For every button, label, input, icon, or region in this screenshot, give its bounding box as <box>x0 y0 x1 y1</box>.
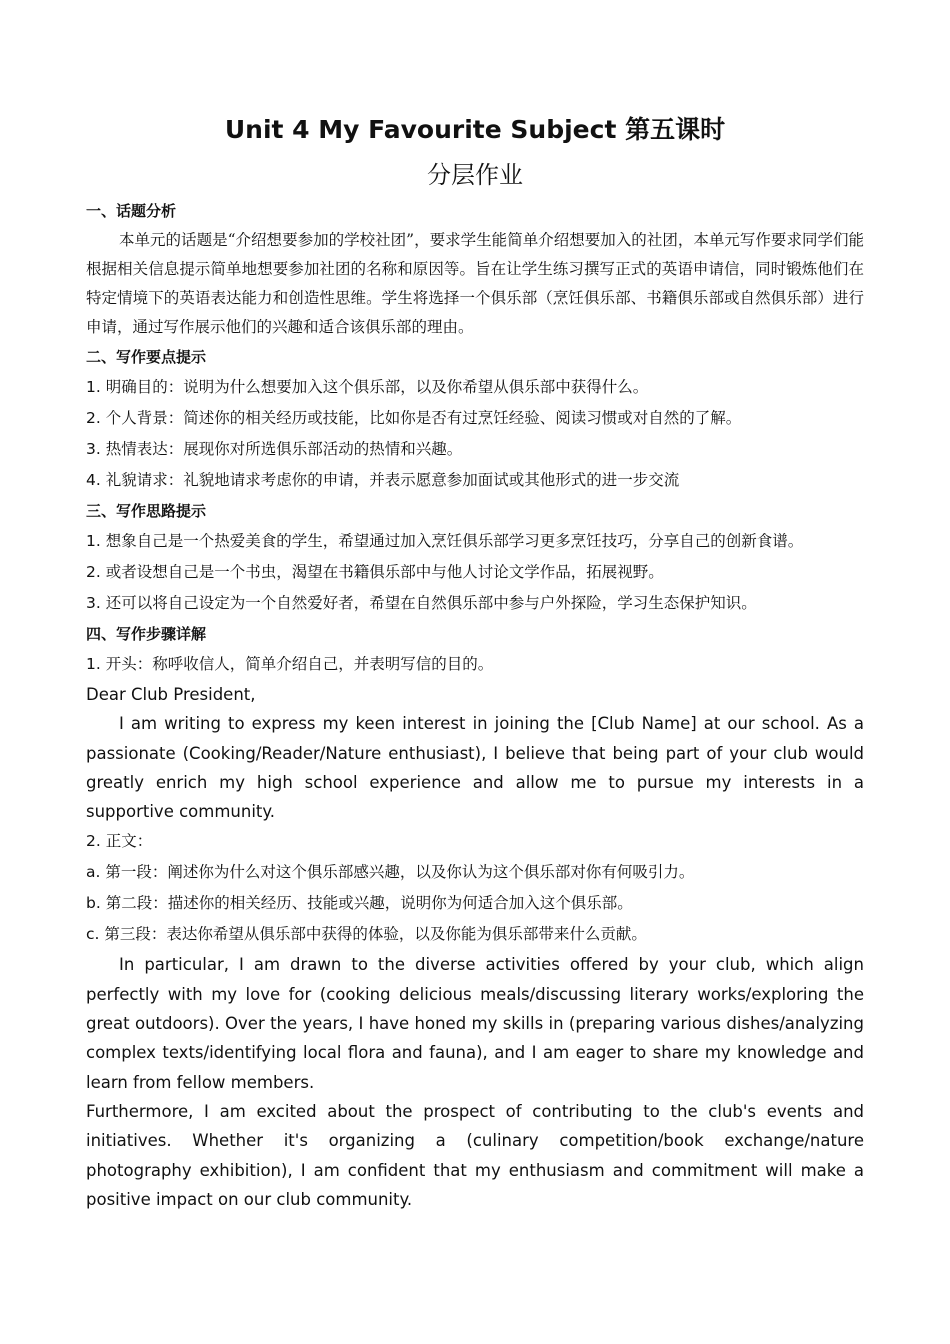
section-1-heading: 一、话题分析 <box>86 202 177 220</box>
list-item-number: a. <box>86 863 101 882</box>
list-item-text: 个人背景：简述你的相关经历或技能，比如你是否有过烹饪经验、阅读习惯或对自然的了解。 <box>105 409 742 427</box>
list-item <box>86 588 864 619</box>
list-item <box>86 857 864 888</box>
list-item-number: 2. <box>86 409 101 427</box>
document-subtitle: 分层作业 <box>427 161 523 189</box>
list-item <box>86 403 864 434</box>
list-item-text: 礼貌请求：礼貌地请求考虑你的申请，并表示愿意参加面试或其他形式的进一步交流 <box>105 471 680 489</box>
letter-opening-paragraph: I am writing to express my keen interest in joining the [Club Name] at our school. As a passionate (Cooking/Reader/Nature enthusiast), I believe that being part of your club would greatly enrich my high school experience and allow me to pursue my interests in a supportive community. <box>86 714 864 822</box>
letter-body-paragraph-1: In particular, I am drawn to the diverse activities offered by your club, which align perfectly with my love for (cooking delicious meals/discussing literary works/exploring the great outdoors). Over the years, I have honed my skills in (preparing various dishes/analyzing complex texts/identifying local flora and fauna), and I am eager to share my knowledge and learn from fellow members. <box>86 955 864 1092</box>
list-item <box>86 372 864 403</box>
list-item <box>86 465 864 496</box>
list-item-text: 热情表达：展现你对所选俱乐部活动的热情和兴趣。 <box>105 440 463 458</box>
list-item <box>86 434 864 465</box>
list-item-text: 明确目的：说明为什么想要加入这个俱乐部，以及你希望从俱乐部中获得什么。 <box>105 378 649 396</box>
list-item-text: 还可以将自己设定为一个自然爱好者，希望在自然俱乐部中参与户外探险，学习生态保护知识。 <box>105 594 757 612</box>
list-item-number: 1. <box>86 532 101 550</box>
list-item <box>86 919 864 950</box>
document-page <box>86 110 864 1214</box>
list-item-number: 3. <box>86 594 101 612</box>
letter-body-paragraph-2: Furthermore, I am excited about the prospect of contributing to the club's events and initiatives. Whether it's organizing a (culinary competition/book exchange/nature photography exhibition), I am confident that my enthusiasm and commitment will make a positive impact on our club community. <box>86 1101 864 1209</box>
list-item-number: b. <box>86 894 101 913</box>
list-item <box>86 826 864 857</box>
list-item <box>86 649 864 680</box>
section-3-heading: 三、写作思路提示 <box>86 502 207 520</box>
document-title: Unit 4 My Favourite Subject 第五课时 <box>224 115 726 144</box>
list-item <box>86 557 864 588</box>
section-2-heading: 二、写作要点提示 <box>86 348 207 366</box>
list-item-number: 2. <box>86 563 101 581</box>
list-item <box>86 526 864 557</box>
list-item-text: 第一段：阐述你为什么对这个俱乐部感兴趣，以及你认为这个俱乐部对你有何吸引力。 <box>105 863 695 882</box>
list-item-text: 开头：称呼收信人，简单介绍自己，并表明写信的目的。 <box>105 655 494 673</box>
list-item-text: 想象自己是一个热爱美食的学生，希望通过加入烹饪俱乐部学习更多烹饪技巧，分享自己的创新食谱。 <box>105 532 804 550</box>
list-item-number: 1. <box>86 378 101 396</box>
list-item-number: 3. <box>86 440 101 458</box>
list-item-number: 4. <box>86 471 101 489</box>
section-4-heading: 四、写作步骤详解 <box>86 625 207 643</box>
list-item <box>86 888 864 919</box>
list-item-number: 2. <box>86 832 101 851</box>
list-item-text: 第三段：表达你希望从俱乐部中获得的体验，以及你能为俱乐部带来什么贡献。 <box>104 925 647 944</box>
list-item-text: 或者设想自己是一个书虫，渴望在书籍俱乐部中与他人讨论文学作品，拓展视野。 <box>105 563 664 581</box>
list-item-text: 正文： <box>105 832 153 851</box>
list-item-number: 1. <box>86 655 101 673</box>
section-1-paragraph: 本单元的话题是“介绍想要参加的学校社团”，要求学生能简单介绍想要加入的社团，本单元写作要求同学们能根据相关信息提示简单地想要参加社团的名称和原因等。旨在让学生练习撰写正式的英语申请信，同时锻炼他们在特定情境下的英语表达能力和创造性思维。学生将选择一个俱乐部（烹饪俱乐部、书籍俱乐部或自然俱乐部）进行申请，通过写作展示他们的兴趣和适合该俱乐部的理由。 <box>86 231 864 336</box>
letter-greeting: Dear Club President, <box>86 685 256 704</box>
list-item-number: c. <box>86 925 100 944</box>
list-item-text: 第二段：描述你的相关经历、技能或兴趣，说明你为何适合加入这个俱乐部。 <box>105 894 633 913</box>
